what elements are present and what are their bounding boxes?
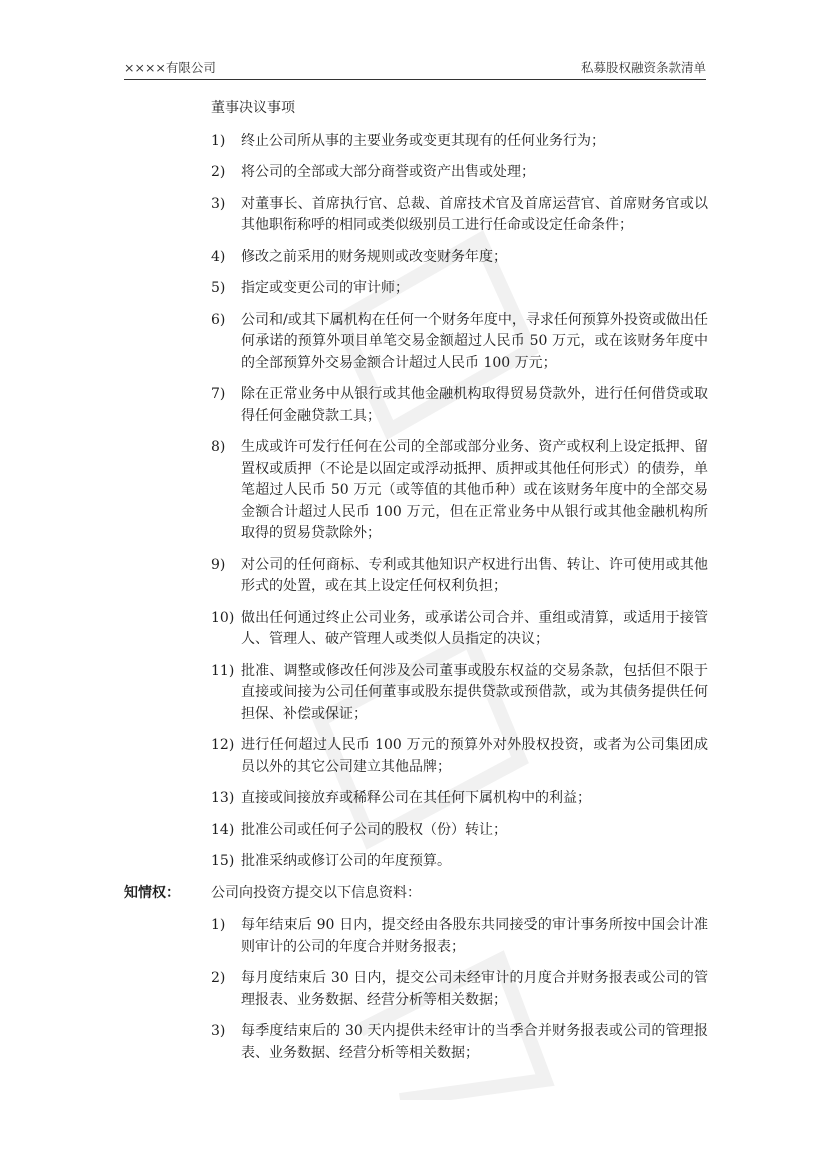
board-resolutions-list [124,131,708,873]
list-item: 6) 公司和/或其下属机构在任何一个财务年度中，寻求任何预算外投资或做出任何承诺的预算外项目单笔交易金额超过人民币 50 万元，或在该财务年度中的全部预算外交易金额合计超过人民币 100 万元； [211,311,708,371]
list-item: 10) 做出任何通过终止公司业务，或承诺公司合并、重组或清算，或适用于接管人、管理人、破产管理人或类似人员指定的决议； [211,609,708,647]
list-item: 2) 每月度结束后 30 日内，提交公司未经审计的月度合并财务报表或公司的管理报表、业务数据、经营分析等相关数据； [211,970,708,1008]
list-item: 7) 除在正常业务中从银行或其他金融机构取得贸易贷款外，进行任何借贷或取得任何金融贷款工具； [211,386,708,424]
list-item: 11) 批准、调整或修改任何涉及公司董事或股东权益的交易条款，包括但不限于直接或间接为公司任何董事或股东提供贷款或预借款，或为其债务提供任何担保、补偿或保证； [211,662,708,722]
document-body [124,98,708,1074]
list-item: 1) 终止公司所从事的主要业务或变更其现有的任何业务行为； [211,132,605,149]
list-item: 12) 进行任何超过人民币 100 万元的预算外对外股权投资，或者为公司集团成员以外的其它公司建立其他品牌； [211,737,708,775]
company-name: ××××有限公司 [124,60,216,75]
info-rights-section [124,883,708,905]
header-divider [124,79,706,80]
info-rights-list [124,915,708,1064]
list-item: 13) 直接或间接放弃或稀释公司在其任何下属机构中的利益； [211,790,591,806]
list-item: 3) 对董事长、首席执行官、总裁、首席技术官及首席运营官、首席财务官或以其他职衔称呼的相同或类似级别员工进行任命或设定任命条件； [211,195,708,233]
document-title: 私募股权融资条款清单 [580,60,706,75]
list-item: 15) 批准采纳或修订公司的年度预算。 [211,853,451,869]
list-item: 2) 将公司的全部或大部分商誉或资产出售或处理； [211,164,535,180]
board-resolutions-title: 董事决议事项 [211,100,295,116]
list-item: 4) 修改之前采用的财务规则或改变财务年度； [211,248,507,265]
info-rights-intro: 公司向投资方提交以下信息资料： [211,884,421,901]
list-item: 3) 每季度结束后的 30 天内提供未经审计的当季合并财务报表或公司的管理报表、业务数据、经营分析等相关数据； [211,1023,708,1061]
list-item: 5) 指定或变更公司的审计师； [211,280,409,296]
list-item: 9) 对公司的任何商标、专利或其他知识产权进行出售、转让、许可使用或其他形式的处置，或在其上设定任何权利负担； [211,556,708,594]
info-rights-label: 知情权： [124,884,180,901]
page-header [124,58,706,76]
list-item: 1) 每年结束后 90 日内，提交经由各股东共同接受的审计事务所按中国会计准则审计的公司的年度合并财务报表； [211,917,708,955]
list-item: 8) 生成或许可发行任何在公司的全部或部分业务、资产或权利上设定抵押、留置权或质押（不论是以固定或浮动抵押、质押或其他任何形式）的债券，单笔超过人民币 50 万元（或等值的其他币种）或在该财务年度中的全部交易金额合计超过人民币 100 万元，但在正常业务中从银行或其他金融机构所取得的贸易贷款除外； [211,439,708,541]
list-item: 14) 批准公司或任何子公司的股权（份）转让； [211,821,507,838]
